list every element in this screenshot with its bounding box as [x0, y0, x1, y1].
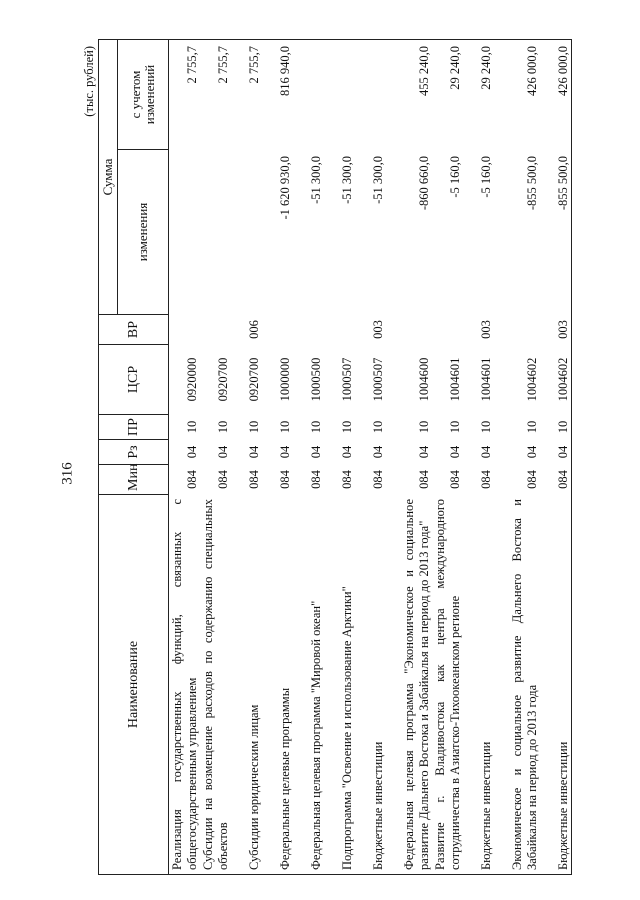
row-total: 2 755,7 [169, 40, 201, 150]
table-row [494, 40, 540, 875]
row-vr [432, 315, 463, 345]
row-vr [324, 315, 355, 345]
header-pr: ПР [99, 415, 169, 440]
row-name: Бюджетные инвестиции [540, 495, 572, 875]
row-total: 2 755,7 [200, 40, 231, 150]
row-name: Бюджетные инвестиции [355, 495, 386, 875]
row-change [200, 150, 231, 315]
header-csr: ЦСР [99, 345, 169, 415]
row-total [293, 40, 324, 150]
row-pr: 10 [184, 420, 199, 434]
header-sum: Сумма [99, 40, 118, 315]
row-pr: 10 [416, 420, 431, 434]
row-change: -855 500,0 [524, 156, 539, 211]
row-csr: 1004600 [416, 357, 431, 402]
row-total: 29 240,0 [432, 40, 463, 150]
row-change [169, 150, 201, 315]
row-vr [169, 315, 201, 345]
row-pr: 10 [339, 420, 354, 434]
row-pr: 10 [370, 420, 385, 434]
row-csr: 1000507 [370, 357, 385, 402]
row-change: -5 160,0 [478, 156, 493, 198]
row-rz: 04 [339, 445, 354, 459]
row-min: 084 [447, 470, 462, 489]
row-csr: 0920000 [184, 357, 199, 402]
row-pr: 10 [308, 420, 323, 434]
header-name: Наименование [99, 495, 169, 875]
row-name: Развитие г. Владивостока как центра международного сотрудничества в Азиатско-Тихоокеанском регионе [432, 495, 463, 875]
table-row [540, 40, 572, 875]
row-total: 29 240,0 [463, 40, 494, 150]
row-rz: 04 [215, 445, 230, 459]
table-row [324, 40, 355, 875]
row-vr [200, 315, 231, 345]
row-change: -5 160,0 [447, 156, 462, 198]
row-csr: 1004601 [478, 357, 493, 402]
row-change: -1 620 930,0 [277, 156, 292, 220]
row-csr: 1004602 [524, 357, 539, 402]
row-min: 084 [246, 470, 261, 489]
row-rz: 04 [246, 445, 261, 459]
row-min: 084 [277, 470, 292, 489]
table-row [293, 40, 324, 875]
row-csr: 1004601 [447, 357, 462, 402]
units-note: (тыс. рублей) [82, 46, 96, 117]
row-csr: 0920700 [215, 357, 230, 402]
header-min: Мин [99, 465, 169, 495]
row-vr: 003 [540, 315, 572, 345]
row-min: 084 [478, 470, 493, 489]
row-name: Федеральные целевые программы [262, 495, 293, 875]
row-change [231, 150, 262, 315]
row-min: 084 [308, 470, 323, 489]
row-csr: 1000000 [277, 357, 292, 402]
row-change: -51 300,0 [339, 156, 354, 204]
table-header [99, 40, 169, 875]
budget-table [98, 39, 572, 875]
row-csr: 1000507 [339, 357, 354, 402]
row-rz: 04 [370, 445, 385, 459]
row-name: Экономическое и социальное развитие Дальнего Востока и Забайкалья на период до 2013 года [494, 495, 540, 875]
row-vr [262, 315, 293, 345]
table-row [169, 40, 201, 875]
rotated-table-region [80, 40, 570, 875]
row-total [355, 40, 386, 150]
row-name: Субсидии на возмещение расходов по содержанию специальных объектов [200, 495, 231, 875]
row-pr: 10 [277, 420, 292, 434]
row-rz: 04 [308, 445, 323, 459]
header-vr: ВР [99, 315, 169, 345]
row-change: -51 300,0 [308, 156, 323, 204]
row-pr: 10 [524, 420, 539, 434]
row-pr: 10 [215, 420, 230, 434]
row-name: Федеральная целевая программа "Экономическое и социальное развитие Дальнего Востока и Забайкалья на период до 2013 года" [386, 495, 432, 875]
row-total: 426 000,0 [494, 40, 540, 150]
row-csr: 0920700 [246, 357, 261, 402]
row-vr [293, 315, 324, 345]
row-change: -51 300,0 [370, 156, 385, 204]
row-change: -855 500,0 [540, 150, 572, 315]
row-rz: 04 [524, 445, 539, 459]
table-row [432, 40, 463, 875]
row-pr: 10 [540, 415, 572, 440]
header-with-changes: с учетом изменений [118, 40, 169, 150]
table-row [231, 40, 262, 875]
row-vr [386, 315, 432, 345]
row-vr [494, 315, 540, 345]
row-name: Федеральная целевая программа "Мировой океан" [293, 495, 324, 875]
table-row [262, 40, 293, 875]
row-rz: 04 [416, 445, 431, 459]
row-pr: 10 [447, 420, 462, 434]
row-total: 2 755,7 [231, 40, 262, 150]
row-rz: 04 [478, 445, 493, 459]
row-min: 084 [215, 470, 230, 489]
header-rz: Рз [99, 440, 169, 465]
table-row [355, 40, 386, 875]
row-name: Субсидии юридическим лицам [231, 495, 262, 875]
row-csr: 1004602 [540, 345, 572, 415]
row-min: 084 [416, 470, 431, 489]
row-total: 455 240,0 [386, 40, 432, 150]
header-changes: изменения [118, 150, 169, 315]
row-pr: 10 [246, 420, 261, 434]
page-number: 316 [59, 462, 76, 485]
table-body [169, 40, 572, 875]
row-name: Подпрограмма "Освоение и использование Арктики" [324, 495, 355, 875]
row-min: 084 [524, 470, 539, 489]
row-min: 084 [339, 470, 354, 489]
row-total: 426 000,0 [540, 40, 572, 150]
row-total: 816 940,0 [262, 40, 293, 150]
row-vr: 003 [370, 320, 385, 339]
row-pr: 10 [478, 420, 493, 434]
row-vr: 006 [246, 320, 261, 339]
row-min: 084 [370, 470, 385, 489]
row-name: Реализация государственных функций, связанных с общегосударственным управлением [169, 495, 201, 875]
row-min: 084 [540, 465, 572, 495]
row-rz: 04 [447, 445, 462, 459]
table-row [463, 40, 494, 875]
row-rz: 04 [184, 445, 199, 459]
row-rz: 04 [540, 440, 572, 465]
row-name: Бюджетные инвестиции [463, 495, 494, 875]
row-vr: 003 [478, 320, 493, 339]
row-total [324, 40, 355, 150]
table-row [200, 40, 231, 875]
row-csr: 1000500 [308, 357, 323, 402]
row-min: 084 [184, 470, 199, 489]
row-change: -860 660,0 [416, 156, 431, 211]
row-rz: 04 [277, 445, 292, 459]
table-row [386, 40, 432, 875]
